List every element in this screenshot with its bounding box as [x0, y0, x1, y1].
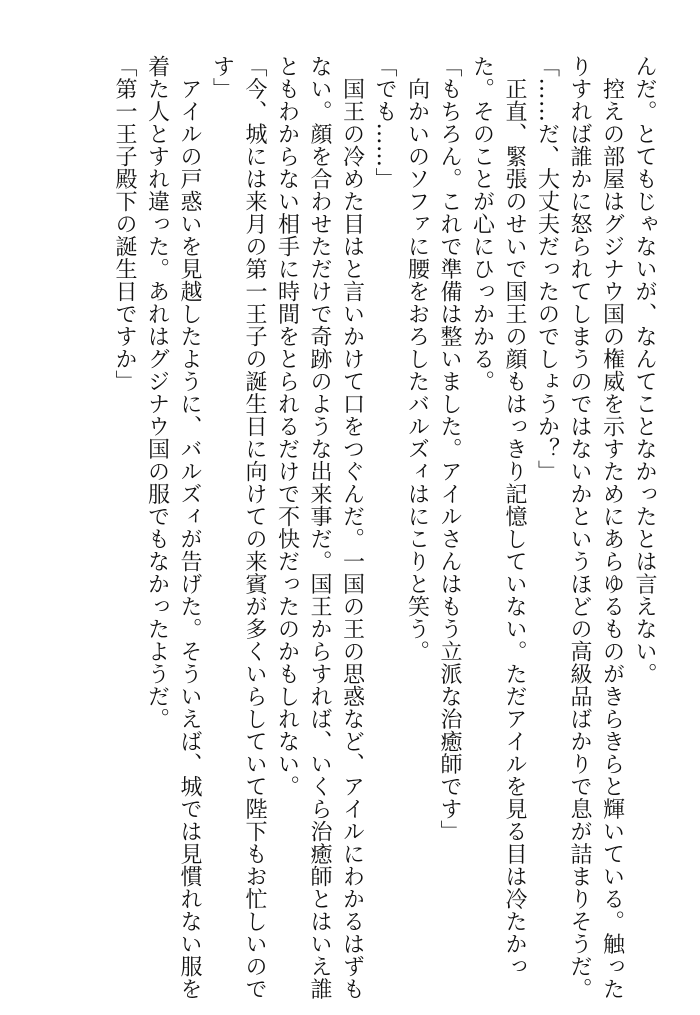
text-line-9: 「でも……」: [372, 55, 397, 190]
text-line-10: 国王の冷めた目はと言いかけて口をつぐんだ。一国の王の思惑など、アイルにわかるはずも: [339, 55, 365, 1000]
text-line-13: 「今、城には来月の第一王子の誕生日に向けての来賓が多くいらしていて陛下もお忙しいので: [242, 55, 267, 1000]
text-line-6: た。そのことが心にひっかかる。: [469, 55, 495, 393]
text-line-17: 「第一王子殿下の誕生日ですか」: [112, 55, 137, 393]
text-line-3: りすれば誰かに怒られてしまうのではないかというほどの高級品ばかりで息が詰まりそうだ。: [567, 55, 592, 1000]
text-line-5: 正直、緊張のせいで国王の顔もはっきり記憶していない。ただアイルを見る目は冷たかっ: [502, 55, 527, 978]
vertical-text-body: [40, 55, 660, 1000]
text-line-1: んだ。とてもじゃないが、なんてことなかったとは言えない。: [632, 55, 657, 685]
text-line-11: ない。顔を合わせただけで奇跡のような出来事だ。国王からすれば、いくら治癒師とはいえ誰: [307, 55, 332, 1000]
text-line-2: 控えの部屋はグジナウ国の権威を示すためにあらゆるものがきらきらと輝いている。触った: [599, 55, 625, 1000]
text-line-4: 「……だ、大丈夫だったのでしょうか？」: [534, 55, 560, 483]
text-line-12: ともわからない相手に時間をとられるだけで不快だったのかもしれない。: [274, 55, 300, 798]
text-line-8: 向かいのソファに腰をおろしたバルズィはにこりと笑う。: [404, 55, 430, 663]
text-line-14: す」: [209, 55, 235, 100]
text-line-16: 着た人とすれ違った。あれはグジナウ国の服でもなかったようだ。: [144, 55, 170, 730]
text-line-7: 「もちろん。これで準備は整いました。アイルさんはもう立派な治癒師です」: [437, 55, 462, 843]
text-line-15: アイルの戸惑いを見越したように、バルズィが告げた。そういえば、城では見慣れない服を: [177, 55, 202, 1000]
